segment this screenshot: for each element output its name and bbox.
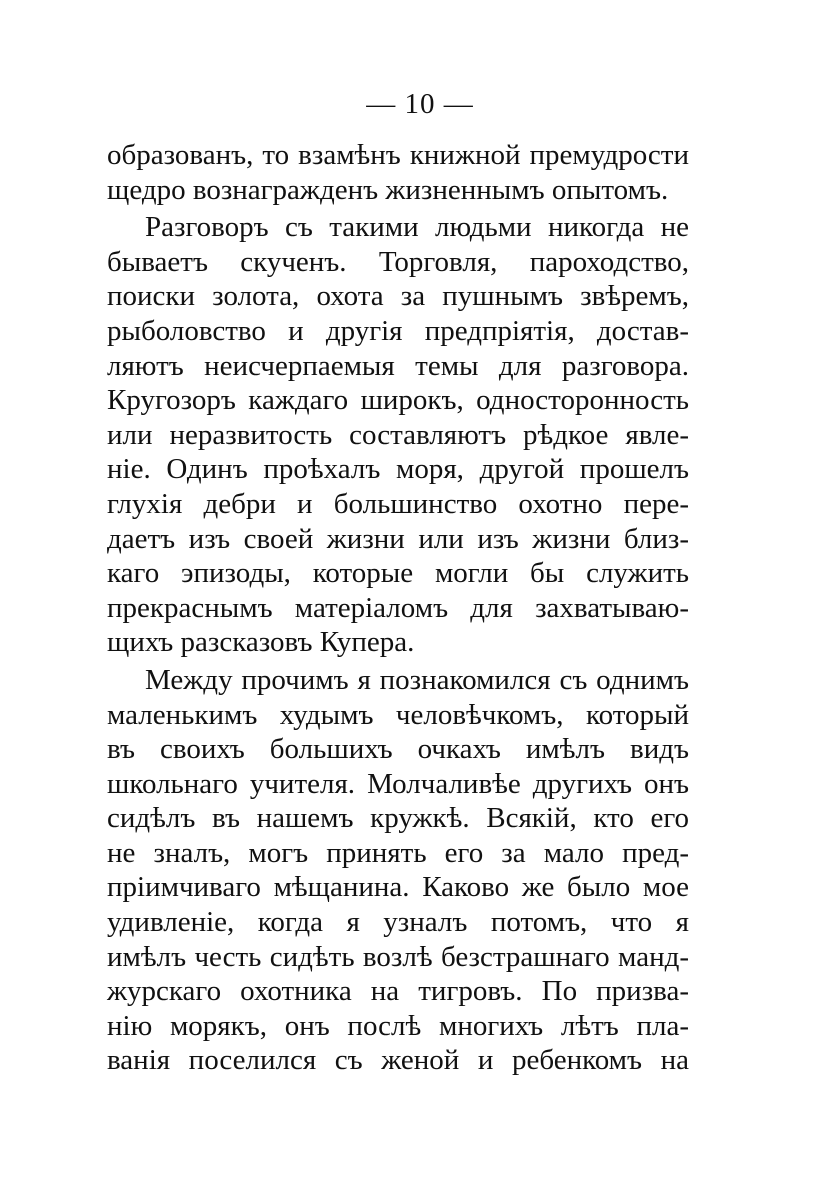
- text-line: ніе. Одинъ проѣхалъ моря, другой прошелъ: [107, 453, 689, 486]
- text-line: пріимчиваго мѣщанина. Каково же было мое: [107, 871, 689, 904]
- text-line: каго эпизоды, которые могли бы служить: [107, 557, 689, 590]
- paragraph: [107, 663, 689, 1078]
- body-text: [107, 138, 689, 1078]
- text-line: глухія дебри и большинство охотно пере-: [107, 487, 689, 520]
- text-line: образованъ, то взамѣнъ книжной премудрости: [107, 139, 689, 171]
- text-line: сидѣлъ въ нашемъ кружкѣ. Всякій, кто его: [107, 802, 689, 835]
- text-line: школьнаго учителя. Молчаливѣе другихъ онъ: [107, 767, 689, 800]
- paragraph: [107, 138, 689, 207]
- text-line: щихъ разсказовъ Купера.: [107, 626, 415, 659]
- paragraph: [107, 210, 689, 660]
- text-line: Кругозоръ каждаго широкъ, односторонность: [107, 384, 689, 417]
- text-line: не зналъ, могъ принять его за мало пред-: [107, 836, 689, 869]
- text-line: даетъ изъ своей жизни или изъ жизни близ-: [107, 522, 689, 555]
- text-line: прекраснымъ матеріаломъ для захватываю-: [107, 591, 689, 624]
- text-line: удивленіе, когда я узналъ потомъ, что я: [107, 906, 689, 939]
- text-line: ванія поселился съ женой и ребенкомъ на: [107, 1044, 689, 1077]
- text-line: журскаго охотника на тигровъ. По призва-: [107, 975, 689, 1008]
- text-line: Разговоръ съ такими людьми никогда не: [145, 211, 689, 244]
- page-number: — 10 —: [366, 88, 474, 120]
- text-line: щедро вознагражденъ жизненнымъ опытомъ.: [107, 173, 669, 206]
- text-line: бываетъ скученъ. Торговля, пароходство,: [107, 245, 689, 278]
- text-line: маленькимъ худымъ человѣчкомъ, который: [107, 698, 689, 731]
- text-line: Между прочимъ я познакомился съ однимъ: [145, 663, 689, 696]
- text-line: или неразвитость составляютъ рѣдкое явле-: [107, 418, 689, 451]
- text-line: имѣлъ честь сидѣть возлѣ безстрашнаго манд-: [107, 940, 689, 973]
- text-line: ляютъ неисчерпаемыя темы для разговора.: [107, 349, 689, 382]
- text-line: нію морякъ, онъ послѣ многихъ лѣтъ пла-: [107, 1009, 689, 1042]
- text-line: рыболовство и другія предпріятія, достав-: [107, 314, 689, 347]
- text-line: въ своихъ большихъ очкахъ имѣлъ видъ: [107, 733, 689, 766]
- text-line: поиски золота, охота за пушнымъ звѣремъ,: [107, 280, 689, 313]
